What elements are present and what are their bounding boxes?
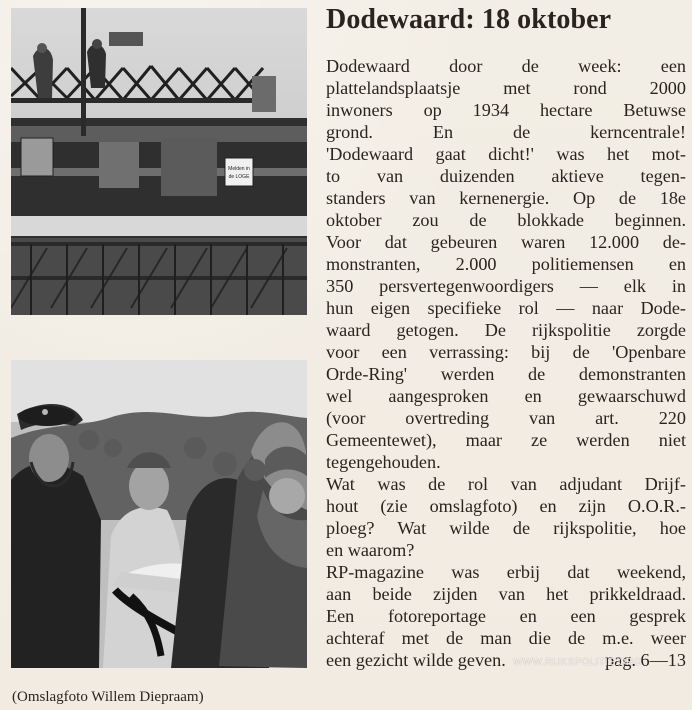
article-title: Dodewaard: 18 oktober (326, 4, 612, 35)
article-line: RP-magazine was erbij dat weekend, (326, 562, 686, 582)
watermark: WWW.RIJKSPOLITIE.ORG (513, 657, 642, 668)
article-line: wel aangesproken en gewaarschuwd (326, 386, 686, 406)
article-line: tegengehouden. (326, 452, 441, 472)
article-line: Voor dat gebeuren waren 12.000 de- (326, 232, 686, 252)
article-line: 350 persvertegenwoordigers — elk in (326, 276, 686, 296)
article-line: (voor overtreding van art. 220 (326, 408, 686, 428)
photo-sign-text-1: Melden in (228, 166, 250, 172)
article-line: waard getogen. De rijkspolitie zorgde (326, 320, 686, 340)
article-line: oktober zou de blokkade beginnen. (326, 210, 686, 230)
article-line: grond. En de kerncentrale! (326, 122, 686, 142)
article-line: Een fotoreportage en een gesprek (326, 606, 686, 626)
photo-police-crowd (11, 360, 307, 668)
article-line: ploeg? Wat wilde de rijkspolitie, hoe (326, 518, 686, 538)
article-line: Wat was de rol van adjudant Drijf- (326, 474, 686, 494)
article-line: voor een verrassing: bij de 'Openbare (326, 342, 686, 362)
article-line: hun eigen specifieke rol — naar Dode- (326, 298, 686, 318)
article-line: Orde-Ring' werden de demonstranten (326, 364, 686, 384)
article-line: inwoners op 1934 hectare Betuwse (326, 100, 686, 120)
photo-police-crowd-image (11, 360, 307, 668)
article-line: standers van kernenergie. Op de 18e (326, 188, 686, 208)
article-line: to van duizenden aktieve tegen- (326, 166, 686, 186)
article-line: en waarom? (326, 540, 415, 560)
article-body (326, 55, 686, 671)
article-line: aan beide zijden van het prikkeldraad. (326, 584, 686, 604)
article-line: plattelandsplaatsje met rond 2000 (326, 78, 686, 98)
article-last-line: een gezicht wilde geven. (326, 650, 506, 670)
page-reference: pag. 6—13 (605, 650, 686, 670)
article-line: Dodewaard door de week: een (326, 56, 686, 76)
article-line: hout (zie omslagfoto) en zijn O.O.R.- (326, 496, 686, 516)
photo-caption: (Omslagfoto Willem Diepraam) (12, 689, 204, 705)
article-line: 'Dodewaard gaat dicht!' was het mot- (326, 144, 686, 164)
article-line: monstranten, 2.000 politiemensen en (326, 254, 686, 274)
article-line: achteraf met de man die de m.e. weer (326, 628, 686, 648)
photo-sign-text-2: de LOGE (228, 174, 250, 180)
photo-fence-building (11, 8, 307, 315)
article-line: Gemeentewet), maar ze werden niet (326, 430, 686, 450)
photo-fence-building-image (11, 8, 307, 315)
